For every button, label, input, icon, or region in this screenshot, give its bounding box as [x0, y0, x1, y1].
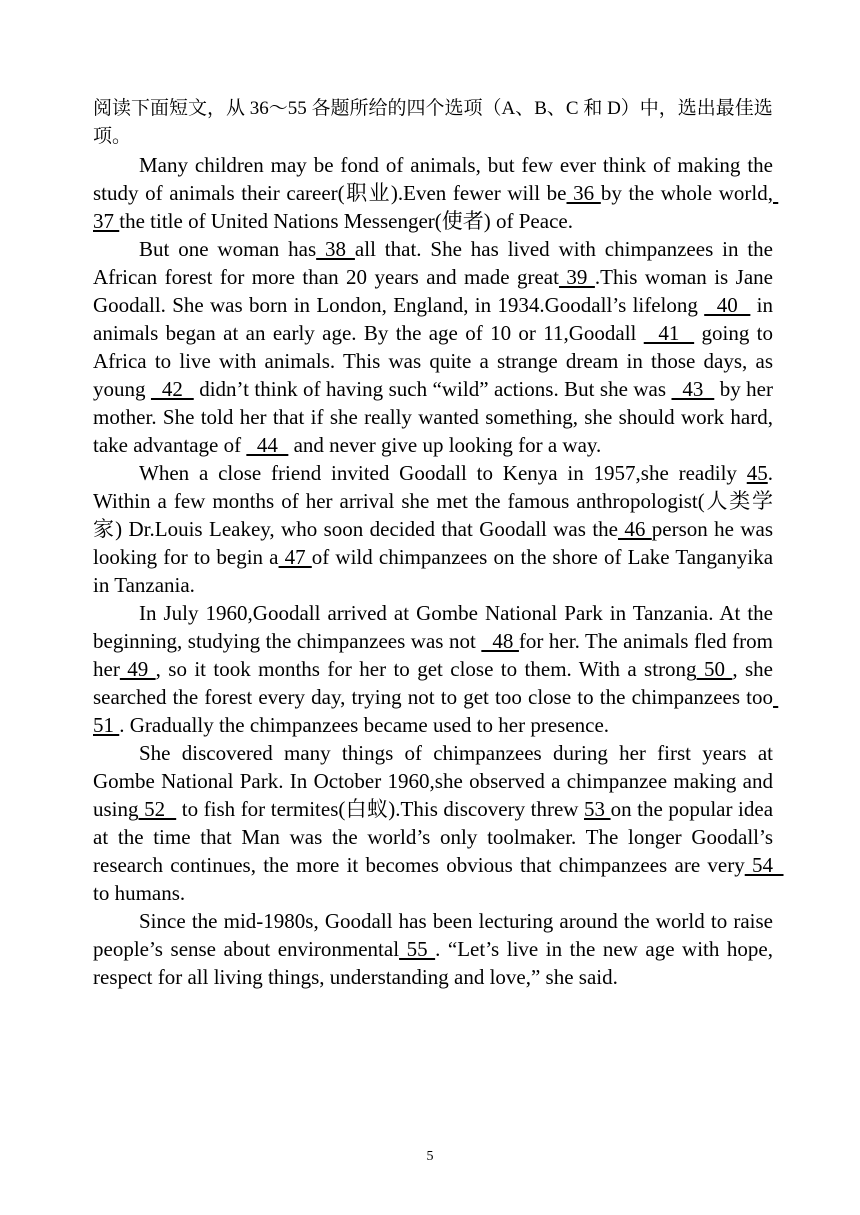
answer-blank: 43: [671, 377, 715, 401]
paragraph: [93, 739, 789, 907]
paragraph: [93, 151, 779, 235]
page-number: 5: [426, 1149, 434, 1164]
document-page: [93, 95, 789, 991]
answer-blank: 42: [150, 377, 194, 401]
passage-text: But one woman has: [139, 237, 317, 261]
paragraph: [93, 907, 779, 991]
paragraph: [93, 459, 779, 599]
answer-blank: 47: [278, 545, 312, 569]
answer-blank: 36: [566, 181, 601, 205]
answer-blank: 40: [704, 293, 751, 317]
answer-blank: 38: [316, 237, 355, 261]
passage-text: the title of United Nations Messenger(使者) of Peace.: [119, 209, 573, 233]
passage-text: by her mother. She told her that if she really wanted something, she should work hard, take advantage of: [93, 377, 779, 457]
passage-text: didn’t think of having such “wild” actions. But she was: [193, 377, 672, 401]
answer-blank: 46: [617, 517, 652, 541]
paragraph: [93, 235, 779, 459]
passage-text: She discovered many things of chimpanzees during her first years at Gombe National Park. In October 1960,she observed a chimpanzee making and using: [93, 741, 779, 821]
passage-text: . Gradually the chimpanzees became used to her presence.: [119, 713, 610, 737]
passage-text: in animals began at an early age. By the age of 10 or 11,Goodall: [93, 293, 779, 345]
passage-text: Many children may be fond of animals, but few ever think of making the study of animals their career(职业).Even fewer will be: [93, 153, 779, 205]
passage-text: to humans.: [93, 853, 789, 905]
passage-text: , so it took months for her to get close to them. With a strong: [155, 657, 697, 681]
answer-blank: 53: [584, 797, 611, 821]
answer-blank: 51: [93, 685, 779, 737]
answer-blank: 49: [119, 657, 156, 681]
paragraph: [93, 599, 779, 739]
answer-blank: 39: [558, 265, 595, 289]
passage-text: of wild chimpanzees on the shore of Lake Tanganyika in Tanzania.: [93, 545, 779, 597]
passage-text: to fish for termites(白蚁).This discovery threw: [176, 797, 584, 821]
passage-text: . Within a few months of her arrival she met the famous anthropologist(人类学家) Dr.Louis Leakey, who soon decided that Goodall was the: [93, 461, 778, 541]
passage-text: and never give up looking for a way.: [288, 433, 602, 457]
passage-text: , she searched the forest every day, trying not to get too close to the chimpanzees too: [93, 657, 779, 709]
answer-blank: 54: [744, 853, 784, 877]
answer-blank: 48: [481, 629, 519, 653]
passage-text: Since the mid-1980s, Goodall has been lecturing around the world to raise people’s sense about environmental: [93, 909, 779, 961]
passage-text: for her. The animals fled from her: [93, 629, 779, 681]
passage-text: . “Let’s live in the new age with hope, respect for all living things, understanding and love,” she said.: [93, 937, 779, 989]
passage-text: by the whole world,: [600, 181, 773, 205]
passage-text: When a close friend invited Goodall to Kenya in 1957,she readily: [139, 461, 747, 485]
passage-text: going to Africa to live with animals. This was quite a strange dream in those days, as young: [93, 321, 779, 401]
passage-text: on the popular idea at the time that Man was the world’s only toolmaker. The longer Goodall’s research continues, the more it becomes obvious that chimpanzees are very: [93, 797, 779, 877]
answer-blank: 44: [246, 433, 289, 457]
answer-blank: 45: [746, 461, 768, 485]
passage-text: In July 1960,Goodall arrived at Gombe National Park in Tanzania. At the beginning, studying the chimpanzees was not: [93, 601, 779, 653]
passage-text: person he was looking for to begin a: [93, 517, 779, 569]
answer-blank: 52: [138, 797, 177, 821]
answer-blank: 50: [696, 657, 733, 681]
instructions: 阅读下面短文，从 36～55 各题所给的四个选项（A、B、C 和 D）中，选出最佳选项。: [93, 98, 773, 147]
answer-blank: 41: [643, 321, 695, 345]
passage-text: .This woman is Jane Goodall. She was born in London, England, in 1934.Goodall’s lifelong: [93, 265, 779, 317]
answer-blank: 37: [93, 181, 779, 233]
passage-text: all that. She has lived with chimpanzees in the African forest for more than 20 years and made great: [93, 237, 778, 289]
passage: [93, 151, 789, 991]
answer-blank: 55: [399, 937, 436, 961]
